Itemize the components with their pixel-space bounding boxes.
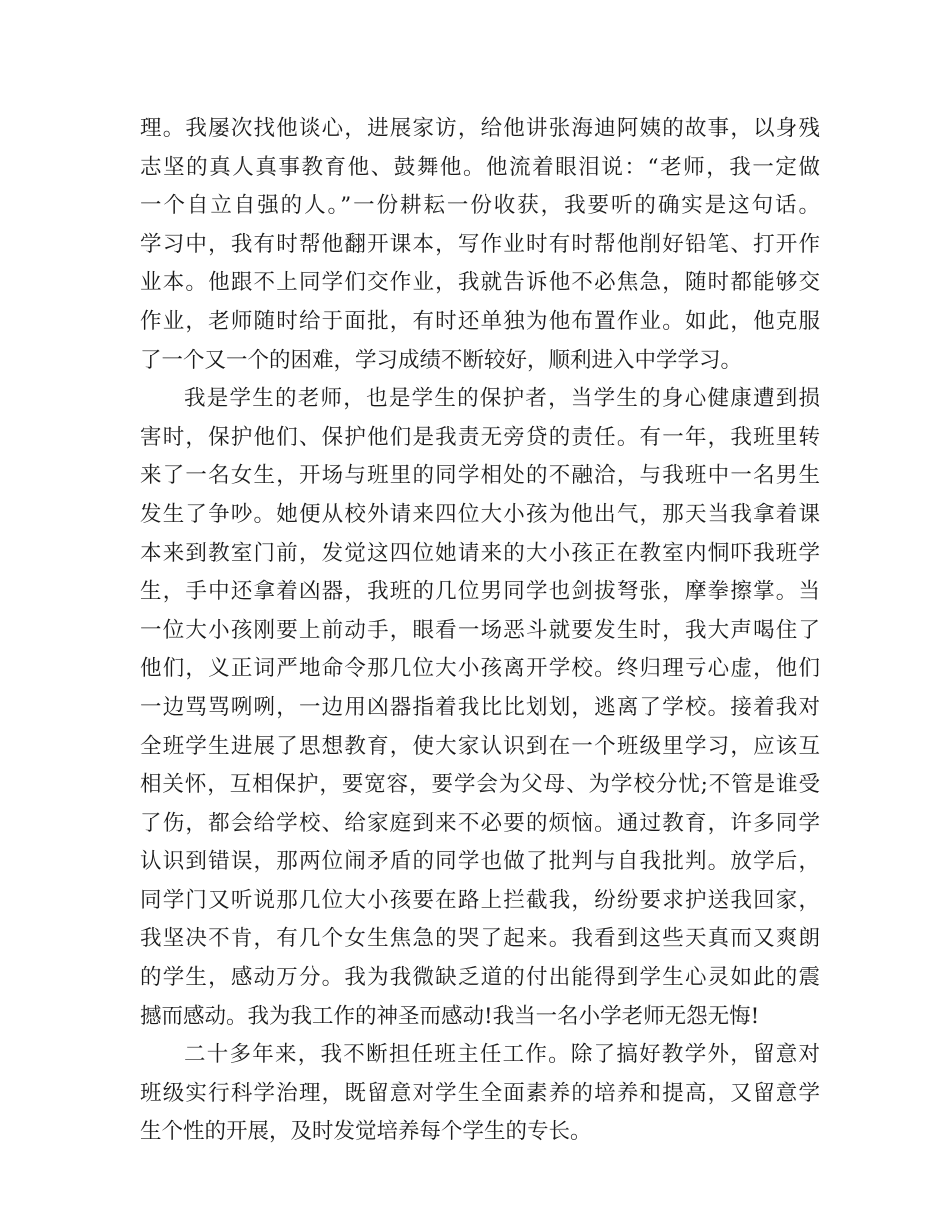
document-body bbox=[140, 110, 820, 1152]
text-line: 我是学生的老师，也是学生的保护者，当学生的身心健康遭到损 bbox=[184, 386, 820, 412]
text-line: 本来到教室门前，发觉这四位她请来的大小孩正在教室内恫吓我班学 bbox=[140, 540, 820, 566]
paragraph-3 bbox=[140, 1036, 820, 1152]
paragraph-2 bbox=[140, 380, 820, 1036]
text-line: 一位大小孩刚要上前动手，眼看一场恶斗就要发生时，我大声喝住了 bbox=[140, 617, 820, 643]
text-line: 发生了争吵。她便从校外请来四位大小孩为他出气，那天当我拿着课 bbox=[140, 501, 820, 527]
text-line: 业本。他跟不上同学们交作业，我就告诉他不必焦急，随时都能够交 bbox=[140, 270, 820, 296]
text-line: 学习中，我有时帮他翻开课本，写作业时有时帮他削好铅笔、打开作 bbox=[140, 231, 820, 257]
text-line: 生个性的开展，及时发觉培养每个学生的专长。 bbox=[140, 1119, 592, 1145]
text-line: 志坚的真人真事教育他、鼓舞他。他流着眼泪说：“老师，我一定做 bbox=[140, 154, 820, 180]
text-line: 作业，老师随时给于面批，有时还单独为他布置作业。如此，他克服 bbox=[140, 308, 820, 334]
text-line: 了一个又一个的困难，学习成绩不断较好，顺利进入中学学习。 bbox=[140, 347, 743, 373]
text-line: 二十多年来，我不断担任班主任工作。除了搞好教学外，留意对 bbox=[184, 1042, 820, 1068]
text-line: 来了一名女生，开场与班里的同学相处的不融洽，与我班中一名男生 bbox=[140, 463, 820, 489]
text-line: 全班学生进展了思想教育，使大家认识到在一个班级里学习，应该互 bbox=[140, 733, 820, 759]
text-line: 了伤，都会给学校、给家庭到来不必要的烦恼。通过教育，许多同学 bbox=[140, 810, 820, 836]
text-line: 生，手中还拿着凶器，我班的几位男同学也剑拔弩张，摩拳擦掌。当 bbox=[140, 579, 820, 605]
text-line: 撼而感动。我为我工作的神圣而感动!我当一名小学老师无怨无悔! bbox=[140, 1003, 760, 1029]
text-line: 害时，保护他们、保护他们是我责无旁贷的责任。有一年，我班里转 bbox=[140, 424, 820, 450]
text-line: 他们，义正词严地命令那几位大小孩离开学校。终归理亏心虚，他们 bbox=[140, 656, 820, 682]
text-line: 一个自立自强的人。”一份耕耘一份收获，我要听的确实是这句话。 bbox=[140, 193, 820, 219]
text-line: 我坚决不肯，有几个女生焦急的哭了起来。我看到这些天真而又爽朗 bbox=[140, 926, 820, 952]
text-line: 的学生，感动万分。我为我微缺乏道的付出能得到学生心灵如此的震 bbox=[140, 965, 820, 991]
paragraph-1 bbox=[140, 110, 820, 380]
text-line: 同学门又听说那几位大小孩要在路上拦截我，纷纷要求护送我回家， bbox=[140, 887, 820, 913]
text-line: 相关怀，互相保护，要宽容，要学会为父母、为学校分忧;不管是谁受 bbox=[140, 772, 820, 798]
text-line: 认识到错误，那两位闹矛盾的同学也做了批判与自我批判。放学后， bbox=[140, 849, 820, 875]
text-line: 班级实行科学治理，既留意对学生全面素养的培养和提高，又留意学 bbox=[140, 1080, 820, 1106]
text-line: 理。我屡次找他谈心，进展家访，给他讲张海迪阿姨的故事，以身残 bbox=[140, 116, 820, 141]
text-line: 一边骂骂咧咧，一边用凶器指着我比比划划，逃离了学校。接着我对 bbox=[140, 694, 820, 720]
